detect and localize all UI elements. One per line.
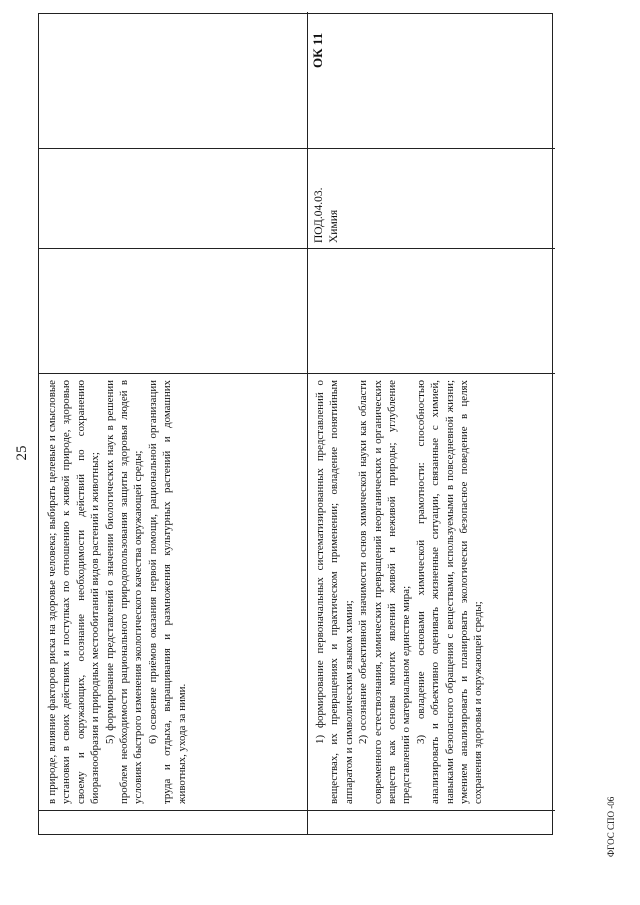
results-paragraph: 5) формирование представлений о значении биологических наук в решении проблем необходимости рационального природопользования защиты здоровья людей в условиях быстрого изменения экологического качества окружающей среды; [103,380,145,804]
discipline-name: Химия [328,209,340,243]
table-row [307,12,555,834]
results-cell [45,380,189,804]
results-paragraph: в природе, влияние факторов риска на здоровье человека; выбирать целевые и смысловые установки в своих действиях и поступках по отношению к живой природе, здоровью своему и окружающих, осознание необходимости действий по сохранению биоразнообразия и природных местообитаний видов растений и животных; [46,380,102,804]
discipline-code: ПОД.04.03. [313,187,325,243]
results-paragraph: 2) осознание объективной значимости основ химической науки как области современного естествознания, химических превращений неорганических и органических веществ как основы многих явлений живой и неживой природы; углубление представлений о материальном единстве мира; [357,380,413,804]
requirements-table [38,13,553,835]
footer-label: ФГОС СПО -06 [606,796,616,857]
discipline-cell [312,153,342,243]
competence-code: ОК 11 [310,32,325,68]
results-paragraph: 1) формирование первоначальных систематизированных представлений о веществах, их превращениях и практическом применении; овладение понятийным аппаратом и символическим языком химии; [314,380,355,804]
page-number: 25 [14,445,30,461]
results-paragraph: 6) освоение приёмов оказания первой помощи, рациональной организации труда и отдыха, выращивания и размножения культурных растений и домашних животных, ухода за ними. [146,380,188,804]
results-cell [313,380,486,804]
table-row [39,12,307,834]
results-paragraph: 3) овладение основами химической грамотности: способностью анализировать и объективно оценивать жизненные ситуации, связанные с химией, навыками безопасного обращения с веществами, используемыми в повседневной жизни; умением анализировать и планировать экологически безопасное поведение в целях сохранения здоровья и окружающей среды; [414,380,485,804]
